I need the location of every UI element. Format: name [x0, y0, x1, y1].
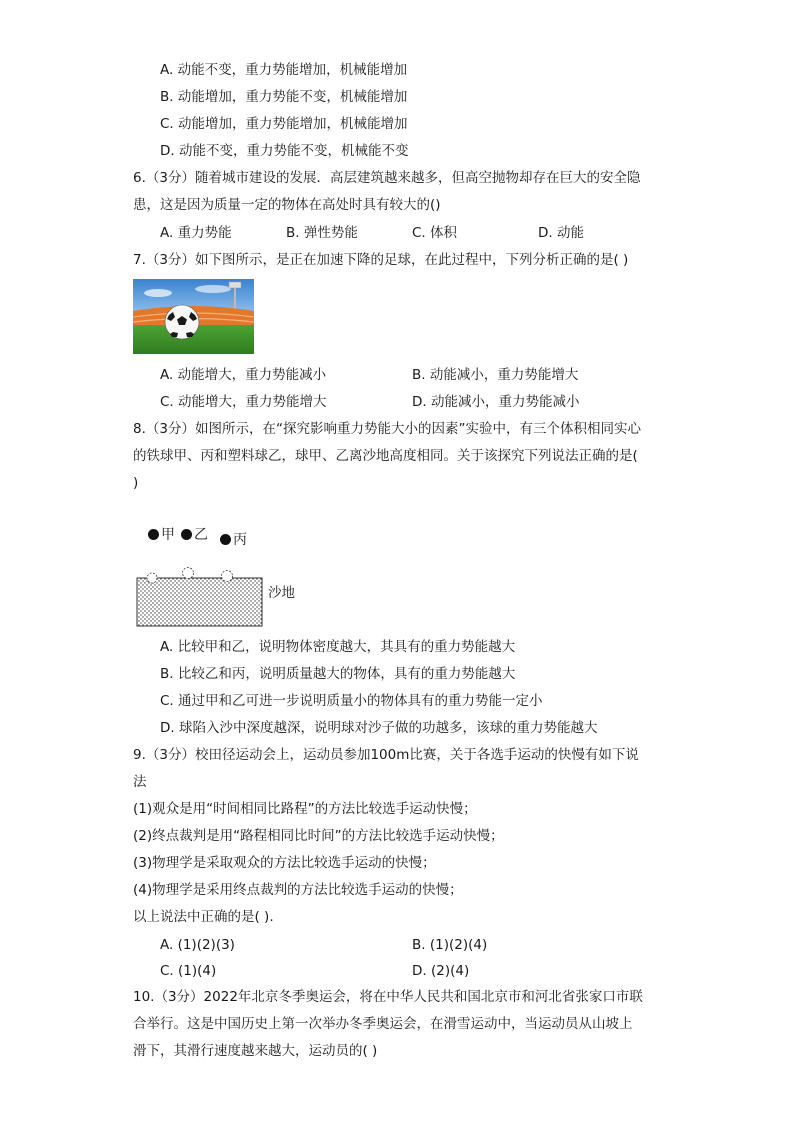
- q9-statement-3: (3)物理学是采取观众的方法比较选手运动的快慢；: [133, 855, 436, 871]
- q9-stem-line2: 法: [133, 774, 147, 790]
- q10-stem-line1: 10.（3分）2022年北京冬季奥运会，将在中华人民共和国北京市和河北省张家口市联: [133, 989, 643, 1005]
- q9-option-c: C. (1)(4): [160, 963, 217, 979]
- q8-stem-line3: ): [133, 475, 139, 491]
- q7-option-a: A. 动能增大，重力势能减小: [160, 367, 327, 383]
- q10-stem-line2: 合举行。这是中国历史上第一次举办冬季奥运会，在滑雪运动中，当运动员从山坡上: [133, 1016, 633, 1032]
- dent-jia: [147, 573, 157, 583]
- ball-jia-label: 甲: [161, 527, 175, 543]
- q9-statement-2: (2)终点裁判是用“路程相同比时间”的方法比较选手运动快慢；: [133, 828, 504, 844]
- q8-option-a: A. 比较甲和乙，说明物体密度越大，其具有的重力势能越大: [160, 639, 516, 655]
- q9-statement-1: (1)观众是用“时间相同比路程”的方法比较选手运动快慢；: [133, 801, 477, 817]
- football-stadium-image: [133, 279, 254, 354]
- dent-bing: [222, 571, 233, 582]
- q9-stem-line1: 9.（3分）校田径运动会上，运动员参加100m比赛，关于各选手运动的快慢有如下说: [133, 747, 639, 763]
- q6-stem-line2: 患，这是因为质量一定的物体在高处时具有较大的(): [133, 197, 441, 213]
- q7-option-c: C. 动能增大，重力势能增大: [160, 394, 327, 410]
- q6-option-b: B. 弹性势能: [286, 225, 358, 241]
- sand-pit: [137, 578, 262, 626]
- q9-option-a: A. (1)(2)(3): [160, 937, 235, 953]
- q9-option-b: B. (1)(2)(4): [412, 937, 488, 953]
- q6-stem-line1: 6.（3分）随着城市建设的发展．高层建筑越来越多，但高空抛物却存在巨大的安全隐: [133, 170, 641, 186]
- q6-option-c: C. 体积: [412, 225, 458, 241]
- q6-option-d: D. 动能: [538, 225, 584, 241]
- sand-pit-figure: [130, 520, 330, 632]
- dent-yi: [183, 568, 194, 579]
- q10-stem-line3: 滑下，其滑行速度越来越大，运动员的( ): [133, 1043, 378, 1059]
- sand-label: 沙地: [268, 585, 295, 601]
- q8-stem-line2: 的铁球甲、丙和塑料球乙，球甲、乙离沙地高度相同。关于该探究下列说法正确的是(: [133, 448, 638, 464]
- q9-ask: 以上说法中正确的是( ).: [133, 909, 274, 925]
- q8-option-b: B. 比较乙和丙，说明质量越大的物体，具有的重力势能越大: [160, 666, 516, 682]
- q6-option-a: A. 重力势能: [160, 225, 232, 241]
- q7-option-b: B. 动能减小，重力势能增大: [412, 367, 579, 383]
- q5-option-d: D. 动能不变，重力势能不变，机械能不变: [160, 143, 409, 159]
- q7-option-d: D. 动能减小，重力势能减小: [412, 394, 580, 410]
- q8-stem-line1: 8.（3分）如图所示，在“探究影响重力势能大小的因素”实验中，有三个体积相同实心: [133, 421, 641, 437]
- q8-option-d: D. 球陷入沙中深度越深，说明球对沙子做的功越多，该球的重力势能越大: [160, 720, 598, 736]
- q7-stem-line1: 7.（3分）如下图所示，是正在加速下降的足球，在此过程中，下列分析正确的是( ): [133, 252, 629, 268]
- q5-option-a: A. 动能不变，重力势能增加，机械能增加: [160, 62, 408, 78]
- q9-option-d: D. (2)(4): [412, 963, 470, 979]
- q8-option-c: C. 通过甲和乙可进一步说明质量小的物体具有的重力势能一定小: [160, 693, 543, 709]
- q5-option-b: B. 动能增加，重力势能不变，机械能增加: [160, 89, 408, 105]
- q9-statement-4: (4)物理学是采用终点裁判的方法比较选手运动的快慢；: [133, 882, 463, 898]
- ball-yi-label: 乙: [194, 527, 208, 543]
- ball-bing-label: 丙: [233, 532, 247, 548]
- q5-option-c: C. 动能增加，重力势能增加，机械能增加: [160, 116, 408, 132]
